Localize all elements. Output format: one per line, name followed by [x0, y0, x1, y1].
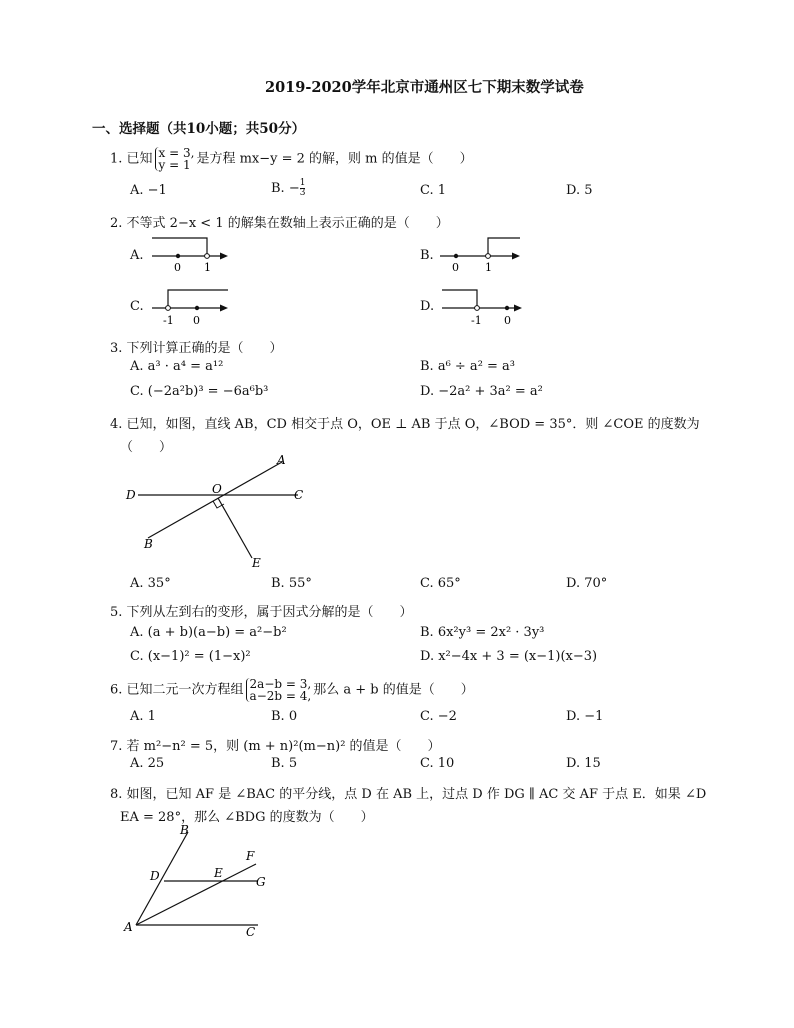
- solution-bracket: [442, 290, 477, 308]
- label-g: G: [256, 875, 266, 889]
- q3-option-b: B. a⁶ ÷ a² = a³: [420, 359, 516, 374]
- axis-arrow: [512, 253, 520, 260]
- q2-option-c: C.: [130, 299, 144, 314]
- q3-option-a: A. a³ · a⁴ = a¹²: [130, 359, 224, 374]
- q3-option-c: C. (−2a²b)³ = −6a⁶b³: [130, 384, 269, 399]
- question-8-line2: EA = 28°，那么 ∠BDG 的度数为（ ）: [120, 810, 374, 825]
- label-e: E: [252, 556, 261, 570]
- q2-numberline-b: [438, 234, 523, 274]
- q6-system-eq1: 2a−b = 3,: [249, 677, 312, 691]
- label-b: B: [144, 537, 153, 551]
- open-circle: [475, 306, 480, 311]
- q7-option-b: B. 5: [271, 756, 298, 771]
- q2-option-a: A.: [130, 248, 144, 263]
- line-ab: [148, 462, 282, 538]
- question-5: 5. 下列从左到右的变形，属于因式分解的是（ ）: [110, 605, 413, 620]
- q1-option-c: C. 1: [420, 183, 447, 198]
- tick-label: 0: [504, 314, 511, 327]
- open-circle: [486, 254, 491, 259]
- q8-figure: [120, 822, 280, 942]
- section-heading: 一、选择题（共10小题；共50分）: [92, 121, 306, 137]
- q1-option-b: [271, 179, 305, 198]
- q4-option-c: C. 65°: [420, 576, 461, 591]
- q7-option-d: D. 15: [566, 756, 601, 771]
- axis-arrow: [220, 253, 228, 260]
- label-d: D: [126, 488, 136, 502]
- label-a: A: [277, 453, 286, 467]
- q6-system-eq2: a−2b = 4,: [249, 689, 312, 703]
- q7-option-a: A. 25: [130, 756, 165, 771]
- q1-system: [155, 147, 195, 171]
- label-f: F: [246, 849, 255, 863]
- q5-option-a: A. (a + b)(a−b) = a²−b²: [130, 625, 287, 640]
- open-circle: [205, 254, 210, 259]
- question-7: 7. 若 m²−n² = 5，则 (m + n)²(m−n)² 的值是（ ）: [110, 739, 441, 754]
- solution-bracket: [168, 290, 228, 308]
- question-2: 2. 不等式 2−x < 1 的解集在数轴上表示正确的是（ ）: [110, 216, 449, 231]
- tick-label: -1: [471, 314, 482, 327]
- label-c: C: [246, 925, 256, 939]
- tick-point: [195, 306, 199, 310]
- q6-system: [246, 678, 312, 702]
- axis-arrow: [220, 305, 228, 312]
- q5-option-c: C. (x−1)² = (1−x)²: [130, 649, 251, 664]
- q3-option-d: D. −2a² + 3a² = a²: [420, 384, 543, 399]
- q7-option-c: C. 10: [420, 756, 455, 771]
- q5-option-d: D. x²−4x + 3 = (x−1)(x−3): [420, 649, 598, 664]
- q1-system-eq1: x = 3,: [158, 146, 195, 160]
- question-4-line2: （ ）: [120, 440, 173, 455]
- q2-option-b: B.: [420, 248, 434, 263]
- q1-prefix: 1. 已知: [110, 151, 153, 167]
- label-b: B: [180, 823, 189, 837]
- q2-option-d: D.: [420, 299, 435, 314]
- q1-option-b-fraction: [300, 179, 306, 198]
- q1-system-eq2: y = 1: [158, 158, 191, 172]
- q4-figure: [120, 448, 320, 573]
- tick-label: 0: [174, 261, 181, 274]
- label-d: D: [150, 869, 160, 883]
- q6-prefix: 6. 已知二元一次方程组: [110, 682, 244, 698]
- q1-option-b-den: 3: [299, 188, 306, 198]
- tick-point: [176, 254, 180, 258]
- tick-point: [454, 254, 458, 258]
- right-angle-mark: [213, 501, 224, 508]
- q5-option-b: B. 6x²y³ = 2x² · 3y³: [420, 625, 545, 640]
- question-1: [110, 147, 473, 171]
- open-circle: [166, 306, 171, 311]
- axis-arrow: [514, 305, 522, 312]
- q1-option-b-label: B. −: [271, 181, 300, 196]
- tick-point: [505, 306, 509, 310]
- q1-option-d: D. 5: [566, 183, 593, 198]
- question-4: 4. 已知，如图，直线 AB，CD 相交于点 O，OE ⊥ AB 于点 O，∠BOD = 35°．则 ∠COE 的度数为: [110, 417, 700, 432]
- q4-option-b: B. 55°: [271, 576, 312, 591]
- question-6: [110, 678, 474, 702]
- solution-bracket: [488, 238, 520, 256]
- label-o: O: [212, 482, 222, 496]
- q6-option-d: D. −1: [566, 709, 604, 724]
- tick-label: 0: [452, 261, 459, 274]
- label-e: E: [214, 866, 223, 880]
- tick-label: 1: [204, 261, 211, 274]
- tick-label: 1: [485, 261, 492, 274]
- ray-ab: [136, 832, 188, 925]
- q6-option-b: B. 0: [271, 709, 298, 724]
- q2-numberline-c: [150, 286, 230, 328]
- solution-bracket: [152, 238, 207, 256]
- label-a: A: [124, 920, 133, 934]
- q1-option-a: A. −1: [130, 183, 167, 198]
- question-8: 8. 如图，已知 AF 是 ∠BAC 的平分线，点 D 在 AB 上，过点 D 作 DG ∥ AC 交 AF 于点 E．如果 ∠D: [110, 787, 707, 802]
- exam-title: 2019-2020学年北京市通州区七下期末数学试卷: [265, 79, 584, 96]
- q1-option-b-num: 1: [299, 178, 306, 188]
- q2-numberline-d: [440, 286, 525, 328]
- q1-suffix: 是方程 mx−y = 2 的解，则 m 的值是（ ）: [196, 151, 473, 167]
- tick-label: 0: [193, 314, 200, 327]
- tick-label: -1: [163, 314, 174, 327]
- q6-suffix: 那么 a + b 的值是（ ）: [313, 682, 474, 698]
- ray-oe: [218, 498, 252, 558]
- q6-option-a: A. 1: [130, 709, 156, 724]
- q4-option-d: D. 70°: [566, 576, 608, 591]
- question-3: 3. 下列计算正确的是（ ）: [110, 341, 283, 356]
- q4-option-a: A. 35°: [130, 576, 171, 591]
- q2-numberline-a: [150, 234, 230, 274]
- label-c: C: [294, 488, 304, 502]
- q6-option-c: C. −2: [420, 709, 457, 724]
